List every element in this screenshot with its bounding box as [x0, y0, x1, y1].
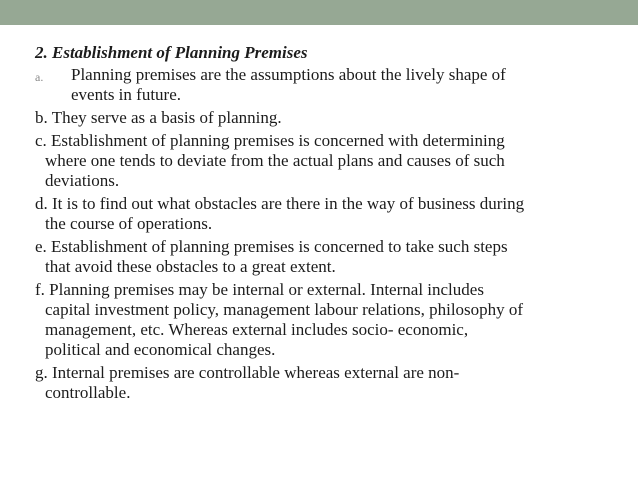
- list-marker-a: a.: [35, 70, 44, 84]
- list-item-f: [35, 280, 620, 360]
- list-item-b: [35, 108, 620, 128]
- list-item-c: [35, 131, 620, 191]
- list-item-c-line: where one tends to deviate from the actual plans and causes of such: [45, 151, 505, 170]
- list-item-g-line: g. Internal premises are controllable whereas external are non-: [35, 363, 460, 382]
- list-item-f-line: political and economical changes.: [45, 340, 276, 359]
- list-item-g-line: controllable.: [45, 383, 131, 402]
- list-item-b-line: b. They serve as a basis of planning.: [35, 108, 282, 127]
- list-item-e: [35, 237, 620, 277]
- slide-content: [35, 42, 620, 406]
- list-item-c-line: deviations.: [45, 171, 120, 190]
- list-item-f-line: f. Planning premises may be internal or external. Internal includes: [35, 280, 484, 299]
- list-item-e-line: that avoid these obstacles to a great extent.: [45, 257, 336, 276]
- list-item-f-line: capital investment policy, management labour relations, philosophy of: [45, 300, 524, 319]
- list-item-a-line: events in future.: [71, 85, 181, 104]
- slide-heading: 2. Establishment of Planning Premises: [35, 43, 308, 62]
- list-item-d-line: the course of operations.: [45, 214, 213, 233]
- list-item-d-line: d. It is to find out what obstacles are there in the way of business during: [35, 194, 525, 213]
- list-item-a-text: [71, 65, 620, 105]
- list-item-g: [35, 363, 620, 403]
- list-item-a-line: Planning premises are the assumptions about the lively shape of: [71, 65, 506, 84]
- list-item-e-line: e. Establishment of planning premises is concerned to take such steps: [35, 237, 508, 256]
- list-item-a: [35, 65, 620, 105]
- top-accent-bar: [0, 0, 638, 25]
- list-item-d: [35, 194, 620, 234]
- list-item-f-line: management, etc. Whereas external includes socio- economic,: [45, 320, 469, 339]
- list-item-c-line: c. Establishment of planning premises is concerned with determining: [35, 131, 505, 150]
